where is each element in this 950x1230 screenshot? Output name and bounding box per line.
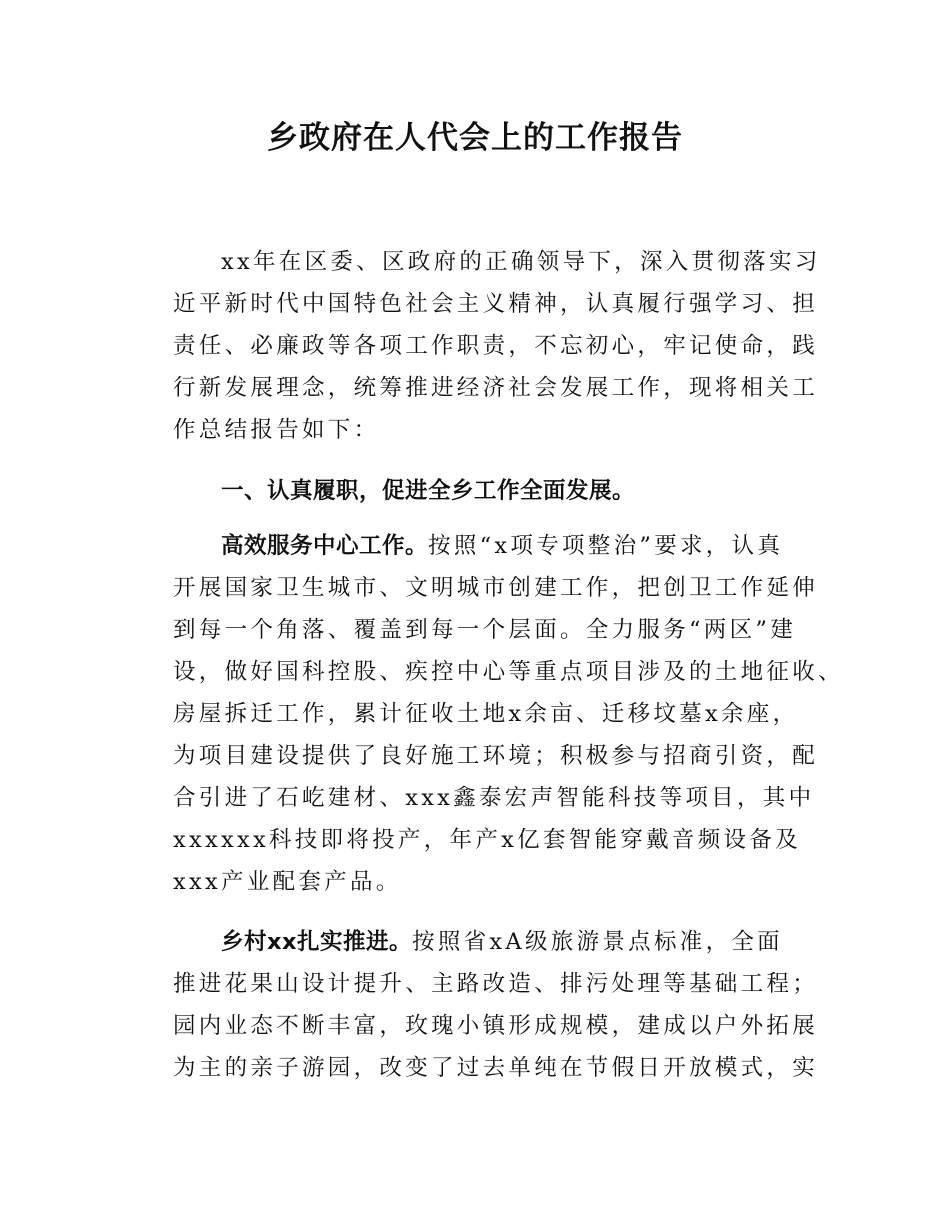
line-text: 到每一个角落、覆盖到每一个层面。全力服务“两区”建 bbox=[173, 617, 797, 643]
line-text: 按照省xA级旅游景点标准，全面 bbox=[412, 929, 783, 955]
paragraph-lead: 高效服务中心工作。 bbox=[221, 533, 429, 559]
text-line bbox=[173, 651, 844, 693]
line-text: 为主的亲子游园，改变了过去单纯在节假日开放模式，实 bbox=[173, 1055, 819, 1081]
line-text: xxxxxx科技即将投产，年产x亿套智能穿戴音频设备及 bbox=[173, 827, 801, 853]
line-text: xxx产业配套产品。 bbox=[173, 869, 402, 895]
text-line bbox=[173, 409, 823, 451]
line-text: 开展国家卫生城市、文明城市创建工作，把创卫工作延伸 bbox=[173, 575, 819, 601]
text-line bbox=[173, 693, 823, 735]
line-text: 房屋拆迁工作，累计征收土地x余亩、迁移坟墓x余座， bbox=[173, 701, 799, 727]
text-line bbox=[173, 921, 823, 963]
document-title: 乡政府在人代会上的工作报告 bbox=[267, 120, 683, 156]
text-line bbox=[173, 819, 823, 861]
paragraph-central-work bbox=[173, 525, 844, 903]
line-text: 合引进了石屹建材、xxx鑫泰宏声智能科技等项目，其中 bbox=[173, 785, 815, 811]
intro-paragraph bbox=[173, 241, 823, 451]
paragraph-rural-development bbox=[173, 921, 823, 1089]
section-1-heading: 一、认真履职，促进全乡工作全面发展。 bbox=[221, 478, 636, 504]
line-text: 为项目建设提供了良好施工环境；积极参与招商引资，配 bbox=[173, 743, 819, 769]
text-line bbox=[173, 735, 823, 777]
line-text: 按照“x项专项整治”要求，认真 bbox=[428, 533, 784, 559]
text-line bbox=[173, 1005, 823, 1047]
line-text: 近平新时代中国特色社会主义精神，认真履行强学习、担 bbox=[173, 291, 819, 317]
line-text: 行新发展理念，统筹推进经济社会发展工作，现将相关工 bbox=[173, 375, 819, 401]
line-text: 设，做好国科控股、疾控中心等重点项目涉及的土地征收、 bbox=[173, 659, 844, 685]
line-text: xx年在区委、区政府的正确领导下，深入贯彻落实习 bbox=[221, 249, 821, 275]
text-line bbox=[173, 283, 823, 325]
paragraph-lead: 乡村xx扎实推进。 bbox=[221, 929, 413, 955]
line-text: 园内业态不断丰富，玫瑰小镇形成规模，建成以户外拓展 bbox=[173, 1013, 819, 1039]
text-line bbox=[173, 777, 823, 819]
text-line bbox=[173, 567, 823, 609]
text-line bbox=[173, 367, 823, 409]
text-line bbox=[173, 861, 823, 903]
text-line bbox=[173, 241, 823, 283]
text-line bbox=[173, 325, 823, 367]
line-text: 作总结报告如下： bbox=[173, 417, 380, 443]
line-text: 推进花果山设计提升、主路改造、排污处理等基础工程； bbox=[173, 971, 819, 997]
section-heading bbox=[173, 470, 823, 512]
text-line bbox=[173, 609, 823, 651]
text-line bbox=[173, 963, 823, 1005]
text-line bbox=[173, 1047, 823, 1089]
line-text: 责任、必廉政等各项工作职责，不忘初心，牢记使命，践 bbox=[173, 333, 819, 359]
text-line bbox=[173, 525, 823, 567]
